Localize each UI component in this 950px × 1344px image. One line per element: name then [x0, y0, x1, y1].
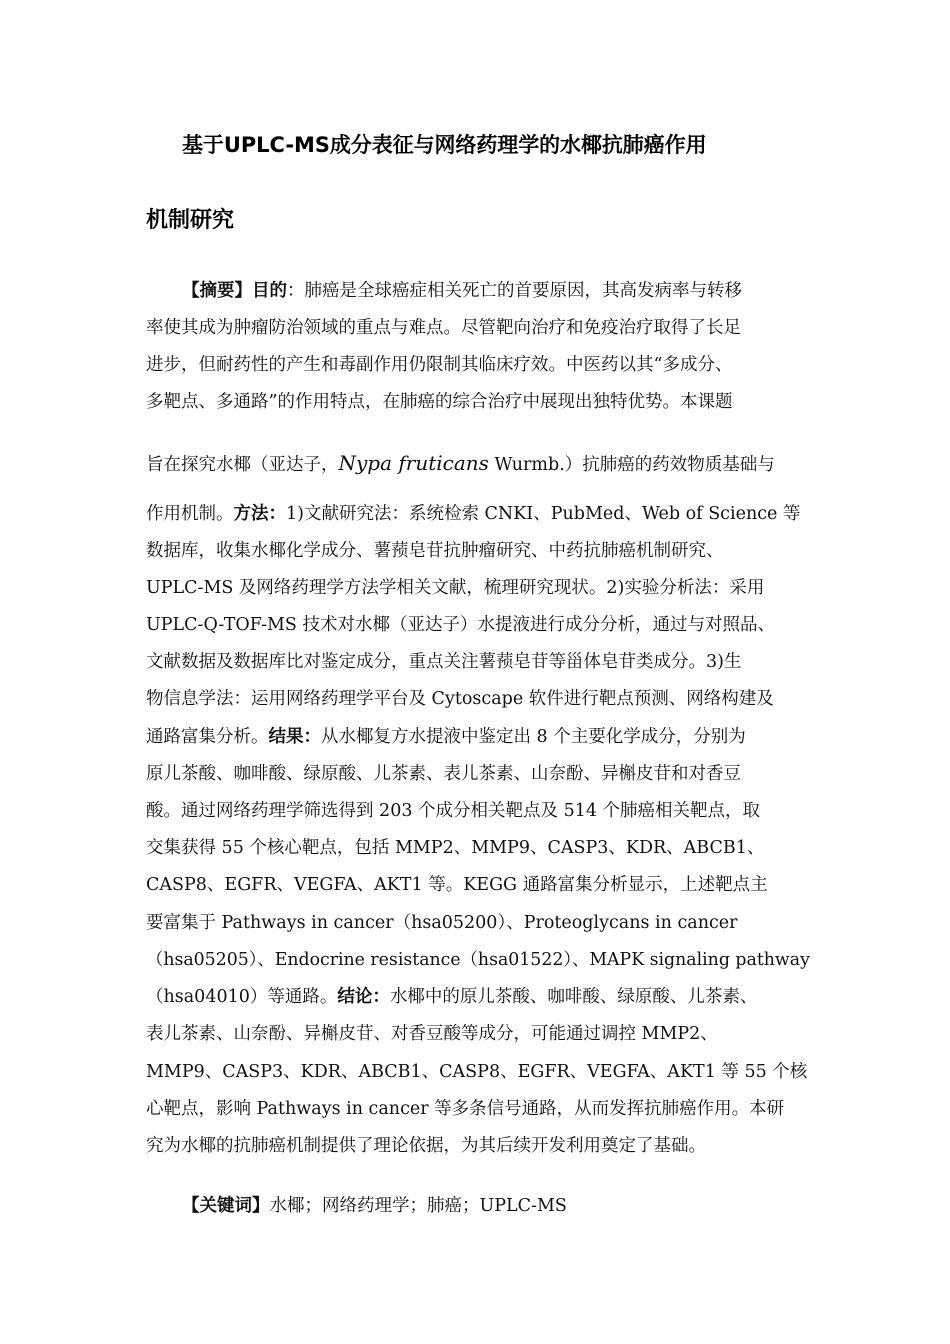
abstract-text: 肺癌是全球癌症相关死亡的首要原因，其高发病率与转移: [304, 281, 742, 301]
purpose-colon: ：: [287, 281, 305, 301]
abstract-line: 交集获得 55 个核心靶点，包括 MMP2、MMP9、CASP3、KDR、ABCB1、: [146, 838, 765, 858]
abstract-line: 数据库，收集水椰化学成分、薯蓣皂苷抗肿瘤研究、中药抗肺癌机制研究、: [146, 541, 724, 561]
abstract-line: [182, 279, 742, 303]
abstract-line: 究为水椰的抗肺癌机制提供了理论依据，为其后续开发利用奠定了基础。: [146, 1136, 706, 1156]
keywords-text: 水椰；网络药理学；肺癌；UPLC-MS: [269, 1196, 567, 1216]
abstract-line: 文献数据及数据库比对鉴定成分，重点关注薯蓣皂苷等甾体皂苷类成分。3)生: [146, 652, 742, 672]
species-name: Nypa fruticans: [338, 451, 489, 475]
abstract-line: 物信息学法：运用网络药理学平台及 Cytoscape 软件进行靶点预测、网络构建及: [146, 689, 774, 709]
abstract-line: CASP8、EGFR、VEGFA、AKT1 等。KEGG 通路富集分析显示，上述靶点主: [146, 875, 768, 895]
abstract-line: 要富集于 Pathways in cancer（hsa05200）、Proteoglycans in cancer: [146, 913, 738, 933]
abstract-line: 多靶点、多通路”的作用特点，在肺癌的综合治疗中展现出独特优势。本课题: [146, 392, 733, 412]
abstract-line: UPLC-Q-TOF-MS 技术对水椰（亚达子）水提液进行成分分析，通过与对照品、: [146, 615, 775, 635]
abstract-text: （hsa04010）等通路。: [146, 987, 338, 1007]
abstract-text: 水椰中的原儿茶酸、咖啡酸、绿原酸、儿茶素、: [389, 987, 758, 1007]
abstract-line: 率使其成为肿瘤防治领域的重点与难点。尽管靶向治疗和免疫治疗取得了长足: [146, 318, 741, 338]
conclusion-label: 结论：: [337, 987, 390, 1007]
title-line-2: 机制研究: [146, 208, 235, 233]
abstract-line: [146, 502, 800, 526]
result-label: 结果：: [268, 727, 321, 747]
abstract-line: 进步，但耐药性的产生和毒副作用仍限制其临床疗效。中医药以其“多成分、: [146, 355, 733, 375]
abstract-line: [146, 985, 757, 1009]
abstract-line: 原儿茶酸、咖啡酸、绿原酸、儿茶素、表儿茶素、山奈酚、异槲皮苷和对香豆: [146, 764, 741, 784]
abstract-text: 1)文献研究法：系统检索 CNKI、PubMed、Web of Science 等: [286, 504, 801, 524]
abstract-line: 酸。通过网络药理学筛选得到 203 个成分相关靶点及 514 个肺癌相关靶点，取: [146, 801, 761, 821]
abstract-text: 通路富集分析。: [146, 727, 269, 747]
abstract-line: [146, 725, 746, 749]
abstract-line: [146, 451, 775, 477]
keywords: [182, 1194, 567, 1218]
abstract-line: UPLC-MS 及网络药理学方法学相关文献，梳理研究现状。2)实验分析法：采用: [146, 578, 765, 598]
abstract-label: 【摘要】: [182, 281, 252, 301]
abstract-line: （hsa05205）、Endocrine resistance（hsa01522）、MAPK signaling pathway: [146, 950, 810, 970]
abstract-text: 作用机制。: [146, 504, 234, 524]
keywords-label: 【关键词】: [182, 1196, 270, 1216]
abstract-line: 表儿茶素、山奈酚、异槲皮苷、对香豆酸等成分，可能通过调控 MMP2、: [146, 1024, 718, 1044]
method-label: 方法：: [233, 504, 286, 524]
abstract-text: 旨在探究水椰（亚达子，: [146, 455, 339, 475]
abstract-line: 心靶点，影响 Pathways in cancer 等多条信号通路，从而发挥抗肺癌作用。本研: [146, 1099, 785, 1119]
abstract-text: 从水椰复方水提液中鉴定出 8 个主要化学成分，分别为: [321, 727, 746, 747]
abstract-line: MMP9、CASP3、KDR、ABCB1、CASP8、EGFR、VEGFA、AKT1 等 55 个核: [146, 1062, 808, 1082]
title-line-1: 基于UPLC-MS成分表征与网络药理学的水椰抗肺癌作用: [182, 133, 707, 157]
purpose-label: 目的: [252, 281, 287, 301]
abstract-text: Wurmb.）抗肺癌的药效物质基础与: [488, 455, 775, 475]
